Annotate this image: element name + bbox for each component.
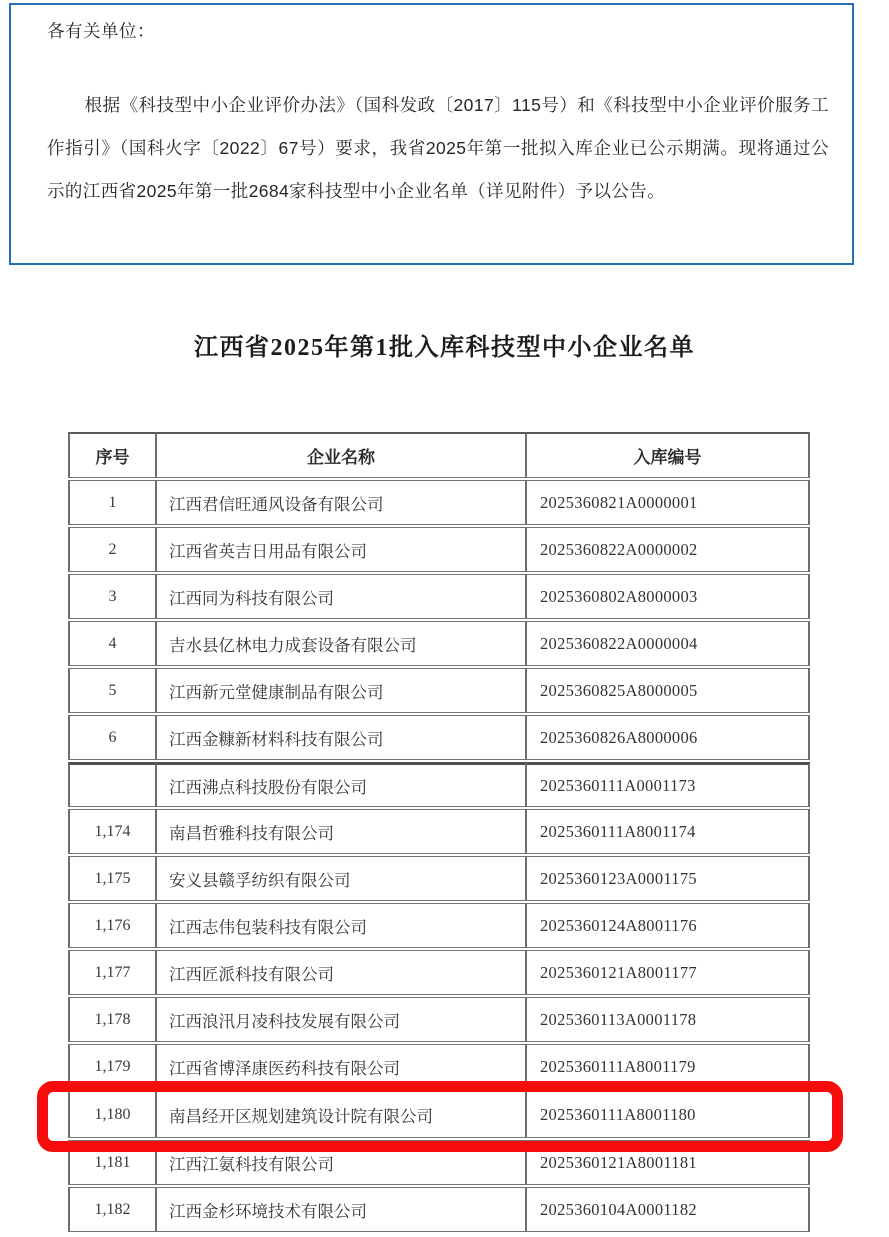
cell-company-name: 江西省博泽康医药科技有限公司	[155, 1044, 525, 1089]
cell-company-name: 江西君信旺通风设备有限公司	[155, 480, 525, 525]
cell-serial-number: 1,181	[68, 1140, 155, 1185]
table-row	[68, 997, 810, 1042]
cell-serial-number: 1,174	[68, 809, 155, 854]
cell-registration-code: 2025360124A8001176	[525, 903, 810, 948]
cell-company-name: 江西金糠新材料科技有限公司	[155, 715, 525, 760]
cell-registration-code: 2025360826A8000006	[525, 715, 810, 760]
cell-company-name: 江西浪汛月凌科技发展有限公司	[155, 997, 525, 1042]
cell-company-name: 江西匠派科技有限公司	[155, 950, 525, 995]
cell-company-name: 江西同为科技有限公司	[155, 574, 525, 619]
cell-registration-code: 2025360104A0001182	[525, 1187, 810, 1232]
cell-registration-code: 2025360113A0001178	[525, 997, 810, 1042]
notice-salutation: 各有关单位：	[47, 21, 155, 41]
cell-registration-code: 2025360822A0000002	[525, 527, 810, 572]
cell-registration-code: 2025360821A0000001	[525, 480, 810, 525]
header-serial-number: 序号	[68, 432, 155, 478]
table-header-row	[68, 432, 810, 478]
cell-serial-number: 1,177	[68, 950, 155, 995]
table-row	[68, 1187, 810, 1232]
table-row	[68, 574, 810, 619]
cell-serial-number: 2	[68, 527, 155, 572]
cell-registration-code: 2025360111A8001180	[525, 1091, 810, 1138]
table-row	[68, 480, 810, 525]
cell-registration-code: 2025360123A0001175	[525, 856, 810, 901]
table-row	[68, 527, 810, 572]
cell-registration-code: 2025360111A8001174	[525, 809, 810, 854]
table-row	[68, 668, 810, 713]
cell-registration-code: 2025360121A8001181	[525, 1140, 810, 1185]
table-row	[68, 809, 810, 854]
cell-registration-code: 2025360111A8001179	[525, 1044, 810, 1089]
table-row	[68, 856, 810, 901]
cell-company-name: 江西志伟包装科技有限公司	[155, 903, 525, 948]
cell-serial-number: 1,182	[68, 1187, 155, 1232]
cell-company-name: 南昌经开区规划建筑设计院有限公司	[155, 1091, 525, 1138]
cell-registration-code: 2025360111A0001173	[525, 762, 810, 807]
cell-company-name: 江西金杉环境技术有限公司	[155, 1187, 525, 1232]
table-row	[68, 715, 810, 760]
cell-serial-number: 1,178	[68, 997, 155, 1042]
cell-serial-number: 1,176	[68, 903, 155, 948]
table-row	[68, 903, 810, 948]
notice-panel	[9, 3, 854, 265]
cell-company-name: 江西沸点科技股份有限公司	[155, 762, 525, 807]
cell-serial-number: 6	[68, 715, 155, 760]
header-registration-code: 入库编号	[525, 432, 810, 478]
table-row	[68, 1044, 810, 1089]
cell-company-name: 安义县赣孚纺织有限公司	[155, 856, 525, 901]
table-row	[68, 950, 810, 995]
notice-body-text: 根据《科技型中小企业评价办法》（国科发政〔2017〕115号）和《科技型中小企业评价服务工作指引》（国科火字〔2022〕67号）要求，我省2025年第一批拟入库企业已公示期满。现将通过公示的江西省2025年第一批2684家科技型中小企业名单（详见附件）予以公告。	[47, 95, 829, 201]
cell-company-name: 吉水县亿林电力成套设备有限公司	[155, 621, 525, 666]
company-table	[68, 430, 810, 1234]
document-title: 江西省2025年第1批入库科技型中小企业名单	[194, 335, 695, 361]
cell-serial-number: 1,180	[68, 1091, 155, 1138]
table-row	[68, 1140, 810, 1185]
cell-serial-number: 1,179	[68, 1044, 155, 1089]
cell-company-name: 江西省英吉日用品有限公司	[155, 527, 525, 572]
cell-serial-number: 3	[68, 574, 155, 619]
cell-company-name: 江西新元堂健康制品有限公司	[155, 668, 525, 713]
cell-serial-number	[68, 762, 155, 807]
cell-serial-number: 1	[68, 480, 155, 525]
cell-serial-number: 5	[68, 668, 155, 713]
cell-serial-number: 1,175	[68, 856, 155, 901]
cell-registration-code: 2025360121A8001177	[525, 950, 810, 995]
company-table-container	[68, 430, 810, 1234]
table-row	[68, 1091, 810, 1138]
cell-registration-code: 2025360822A0000004	[525, 621, 810, 666]
cell-serial-number: 4	[68, 621, 155, 666]
cell-registration-code: 2025360825A8000005	[525, 668, 810, 713]
cell-registration-code: 2025360802A8000003	[525, 574, 810, 619]
company-table-body	[68, 480, 810, 1232]
header-company-name: 企业名称	[155, 432, 525, 478]
cell-company-name: 南昌哲雅科技有限公司	[155, 809, 525, 854]
cell-company-name: 江西江氨科技有限公司	[155, 1140, 525, 1185]
table-row	[68, 621, 810, 666]
table-row	[68, 762, 810, 807]
